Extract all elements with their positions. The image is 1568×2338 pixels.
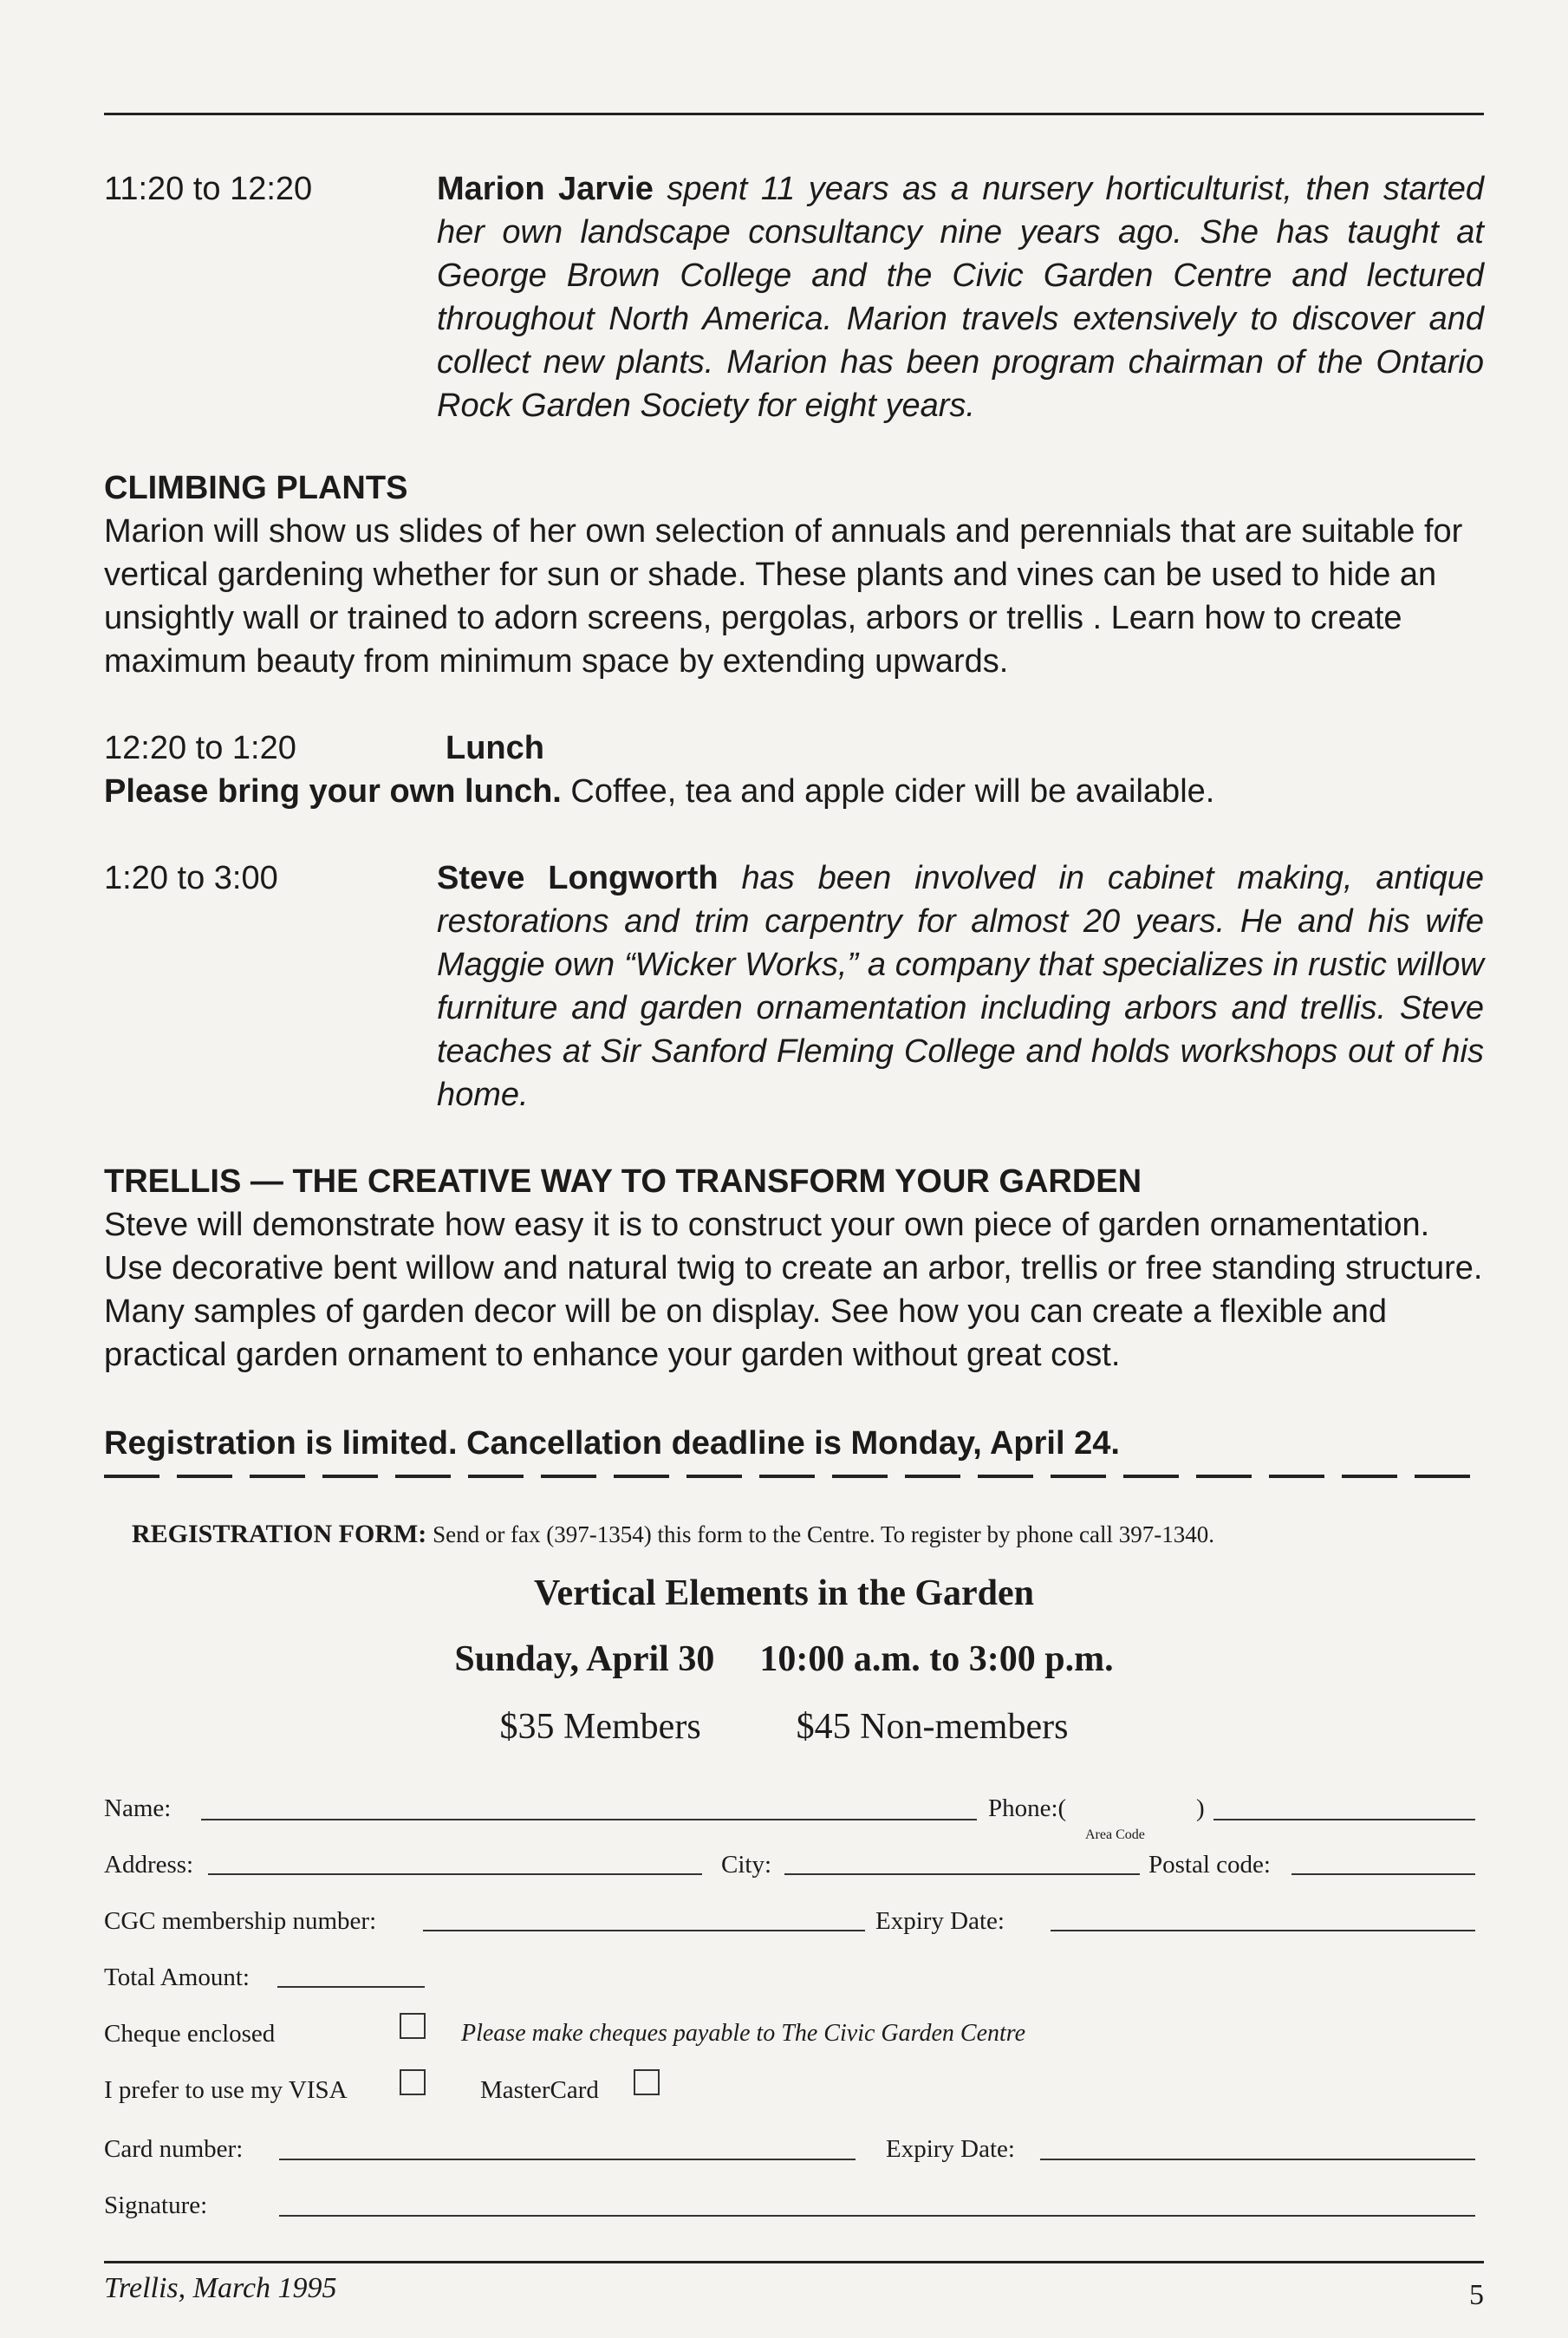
cheque-checkbox[interactable] bbox=[400, 2013, 426, 2039]
signature-field[interactable] bbox=[279, 2215, 1475, 2217]
city-label: City: bbox=[721, 1851, 772, 1879]
membership-expiry-label: Expiry Date: bbox=[875, 1907, 1005, 1935]
session2-heading: TRELLIS — THE CREATIVE WAY TO TRANSFORM YOUR GARDEN bbox=[104, 1163, 1142, 1200]
membership-field[interactable] bbox=[423, 1930, 865, 1931]
price-nonmembers: $45 Non-members bbox=[796, 1707, 1069, 1747]
city-field[interactable] bbox=[784, 1873, 1140, 1875]
cheque-note: Please make cheques payable to The Civic Garden Centre bbox=[461, 2020, 1026, 2047]
total-amount-field[interactable] bbox=[277, 1986, 425, 1988]
cut-line bbox=[104, 1475, 1484, 1478]
address-field[interactable] bbox=[208, 1873, 702, 1875]
session1-bio bbox=[437, 167, 1484, 427]
session1-description: Marion will show us slides of her own selection of annuals and perennials that are suitable for vertical gardening whether for sun or shade. These plants and vines can be used to hide an unsightly wall or trained to adorn screens, pergolas, arbors or trellis . Learn how to create maximum beauty from minimum space by extending upwards. bbox=[104, 513, 1463, 680]
mastercard-checkbox[interactable] bbox=[634, 2069, 660, 2095]
card-expiry-label: Expiry Date: bbox=[886, 2135, 1015, 2163]
session1-time: 11:20 to 12:20 bbox=[104, 171, 313, 207]
session2-speaker: Steve Longworth bbox=[437, 860, 719, 896]
lunch-text: Coffee, tea and apple cider will be available. bbox=[561, 773, 1215, 810]
session2-time: 1:20 to 3:00 bbox=[104, 860, 278, 896]
address-label: Address: bbox=[104, 1851, 194, 1879]
phone-label: Phone:( bbox=[988, 1794, 1067, 1822]
total-amount-label: Total Amount: bbox=[104, 1964, 250, 1991]
membership-expiry-field[interactable] bbox=[1051, 1930, 1475, 1931]
lunch-note bbox=[104, 770, 1484, 813]
lunch-bold-text: Please bring your own lunch. bbox=[104, 773, 562, 810]
top-rule bbox=[104, 113, 1484, 115]
session2-bio-text: has been involved in cabinet making, antique restorations and trim carpentry for almost 20 years. He and his wife Maggie own “Wicker Works,” a company that specializes in rustic willow furniture and garden ornamentation including arbors and trellis. Steve teaches at Sir Sanford Fleming College and holds workshops out of his home. bbox=[437, 860, 1485, 1113]
card-number-field[interactable] bbox=[279, 2159, 856, 2160]
cheque-label: Cheque enclosed bbox=[104, 2020, 276, 2048]
visa-label: I prefer to use my VISA bbox=[104, 2076, 348, 2104]
lunch-label: Lunch bbox=[446, 730, 544, 766]
card-number-label: Card number: bbox=[104, 2135, 244, 2163]
event-when bbox=[0, 1637, 1568, 1682]
registration-note: Registration is limited. Cancellation deadline is Monday, April 24. bbox=[104, 1425, 1120, 1462]
session1-bio-text: spent 11 years as a nursery horticulturist, then started her own landscape consultancy nine years ago. She has taught at George Brown College and the Civic Garden Centre and lectured throughout North America. Marion travels extensively to discover and collect new plants. Marion has been program chairman of the Ontario Rock Garden Society for eight years. bbox=[437, 171, 1485, 424]
session1-heading: CLIMBING PLANTS bbox=[104, 470, 408, 506]
name-label: Name: bbox=[104, 1794, 172, 1822]
price-members: $35 Members bbox=[499, 1707, 701, 1747]
session2-bio bbox=[437, 856, 1484, 1117]
registration-form-header bbox=[132, 1519, 1214, 1550]
session2-description: Steve will demonstrate how easy it is to construct your own piece of garden ornamentation. Use decorative bent willow and natural twig to create an arbor, trellis or free standing structure. Many samples of garden decor will be on display. See how you can create a flexible and practical garden ornament to enhance your garden without great cost. bbox=[104, 1207, 1483, 1373]
signature-label: Signature: bbox=[104, 2191, 208, 2219]
footer-rule bbox=[104, 2261, 1484, 2263]
event-title: Vertical Elements in the Garden bbox=[533, 1573, 1035, 1613]
form-instructions: Send or fax (397-1354) this form to the Centre. To register by phone call 397-1340. bbox=[426, 1521, 1214, 1547]
name-field[interactable] bbox=[201, 1819, 977, 1820]
page-number: 5 bbox=[1469, 2279, 1484, 2311]
form-title: REGISTRATION FORM: bbox=[132, 1520, 427, 1548]
area-code-label: Area Code bbox=[1085, 1827, 1145, 1842]
phone-field[interactable] bbox=[1213, 1819, 1475, 1820]
lunch-time: 12:20 to 1:20 bbox=[104, 730, 296, 766]
mastercard-label: MasterCard bbox=[480, 2076, 599, 2104]
membership-label: CGC membership number: bbox=[104, 1907, 377, 1935]
event-date: Sunday, April 30 bbox=[454, 1639, 715, 1679]
card-expiry-field[interactable] bbox=[1040, 2159, 1475, 2160]
footer-publication: Trellis, March 1995 bbox=[104, 2272, 337, 2304]
phone-close-paren: ) bbox=[1196, 1794, 1205, 1822]
event-time: 10:00 a.m. to 3:00 p.m. bbox=[759, 1639, 1114, 1679]
session1-speaker: Marion Jarvie bbox=[437, 171, 654, 207]
event-prices bbox=[0, 1704, 1568, 1749]
visa-checkbox[interactable] bbox=[400, 2069, 426, 2095]
postal-code-label: Postal code: bbox=[1148, 1851, 1271, 1879]
postal-code-field[interactable] bbox=[1291, 1873, 1475, 1875]
